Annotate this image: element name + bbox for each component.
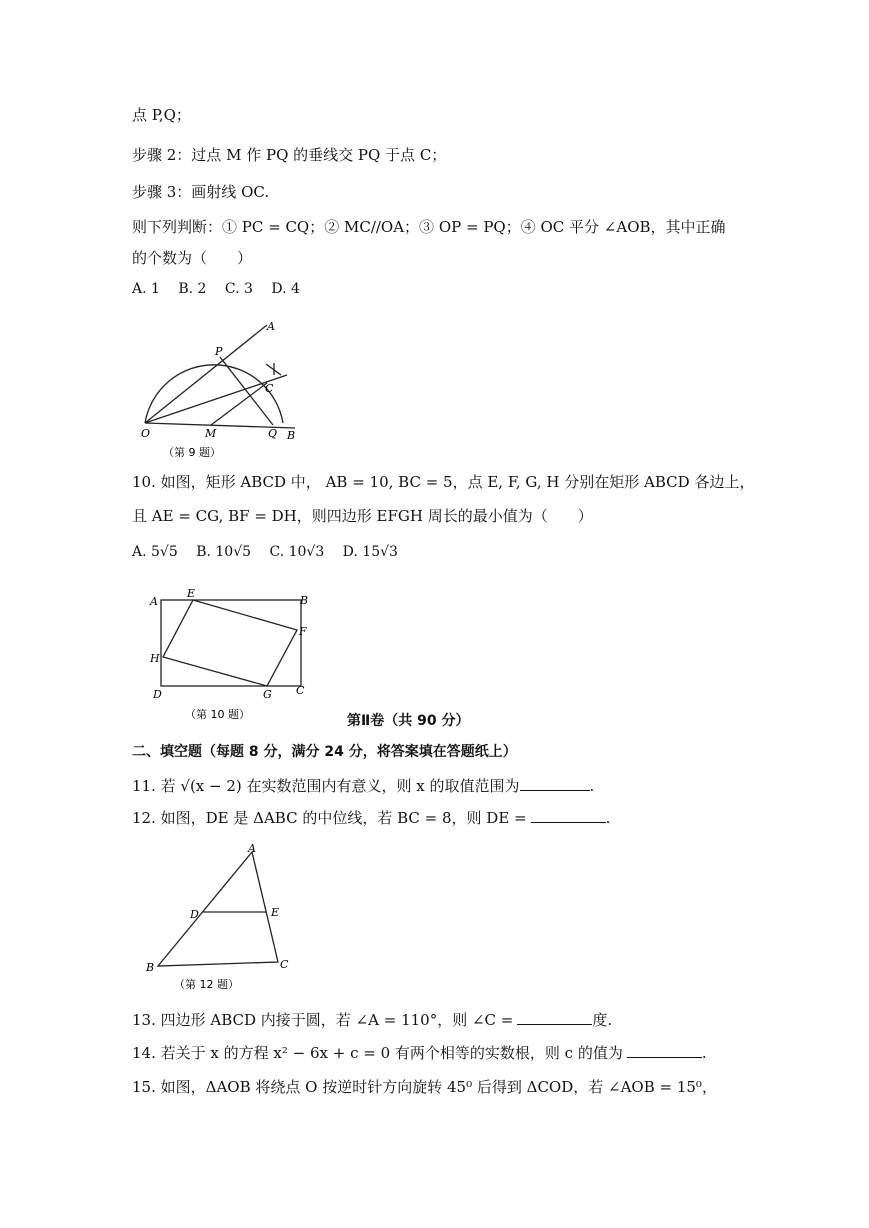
figure-12 — [140, 840, 305, 1000]
q14-text: 14. 若关于 x 的方程 x² − 6x + c = 0 有两个相等的实数根，则 c 的值为 — [132, 1044, 623, 1062]
fig9-label-o: O — [141, 427, 151, 440]
question-11 — [132, 776, 594, 796]
text-line-3: 步骤 3：画射线 OC. — [132, 183, 270, 201]
fig10-label-h: H — [150, 652, 160, 665]
question-14 — [132, 1043, 707, 1063]
fig9-label-c: C — [265, 382, 274, 395]
fig10-label-g: G — [263, 688, 272, 701]
fig9-label-b: B — [287, 429, 296, 442]
fig10-label-d: D — [153, 688, 162, 701]
quadrilateral-efgh — [163, 600, 297, 686]
section-title: 第Ⅱ卷（共 90 分） — [347, 713, 470, 729]
fig10-caption: （第 10 题） — [185, 708, 250, 721]
q14-answer-blank[interactable] — [627, 1043, 702, 1058]
fig10-label-e: E — [187, 587, 196, 600]
q9-options: A. 1 B. 2 C. 3 D. 4 — [132, 281, 300, 297]
rectangle-abcd — [161, 600, 301, 686]
fig12-label-d: D — [190, 908, 199, 921]
fig12-label-c: C — [280, 958, 289, 971]
fig12-label-a: A — [248, 842, 256, 855]
q12-end: . — [605, 809, 611, 827]
text-line-1: 点 P,Q； — [132, 106, 191, 124]
q14-end: . — [701, 1044, 707, 1062]
fig12-label-b: B — [146, 961, 155, 974]
question-12 — [132, 808, 610, 828]
q13-text: 13. 四边形 ABCD 内接于圆，若 ∠A = 110°，则 ∠C = — [132, 1011, 514, 1029]
text-line-5: 的个数为（ ） — [132, 249, 253, 267]
q12-answer-blank[interactable] — [531, 808, 606, 823]
fig12-caption: （第 12 题） — [174, 978, 239, 991]
q10-options: A. 5√5 B. 10√5 C. 10√3 D. 15√3 — [132, 544, 398, 560]
q13-answer-blank[interactable] — [517, 1010, 592, 1025]
semicircle-arc — [145, 365, 283, 423]
figure-9 — [135, 315, 310, 465]
question-15: 15. 如图，ΔAOB 将绕点 O 按逆时针方向旋转 45⁰ 后得到 ΔCOD，若 ∠AOB = 15⁰， — [132, 1078, 717, 1096]
q11-end: . — [589, 777, 595, 795]
figure-10 — [145, 585, 320, 725]
fig9-label-m: M — [205, 427, 217, 440]
fig12-label-e: E — [271, 906, 280, 919]
q11-answer-blank[interactable] — [520, 776, 590, 791]
fig9-label-p: P — [215, 345, 223, 358]
segment-mc — [211, 383, 267, 425]
section-heading: 二、填空题（每题 8 分，满分 24 分，将答案填在答题纸上） — [132, 744, 517, 760]
text-line-2: 步骤 2：过点 M 作 PQ 的垂线交 PQ 于点 C； — [132, 146, 447, 164]
fig10-label-f: F — [299, 625, 307, 638]
text-line-8: 且 AE = CG, BF = DH，则四边形 EFGH 周长的最小值为（ ） — [132, 507, 593, 525]
question-13 — [132, 1010, 612, 1030]
fig10-label-c: C — [296, 684, 305, 697]
triangle-abc — [158, 852, 278, 966]
fig9-caption: （第 9 题） — [163, 446, 221, 459]
text-line-7: 10. 如图，矩形 ABCD 中， AB = 10, BC = 5，点 E, F, G, H 分别在矩形 ABCD 各边上， — [132, 473, 755, 491]
fig9-label-q: Q — [268, 427, 278, 440]
fig10-label-b: B — [300, 594, 309, 607]
fig9-label-a: A — [267, 320, 275, 333]
fig10-label-a: A — [150, 595, 158, 608]
q11-text: 11. 若 √(x − 2) 在实数范围内有意义，则 x 的取值范围为 — [132, 777, 520, 795]
q12-text: 12. 如图，DE 是 ΔABC 的中位线，若 BC = 8，则 DE = — [132, 809, 527, 827]
text-line-4: 则下列判断：① PC = CQ；② MC//OA；③ OP = PQ；④ OC 平分 ∠AOB，其中正确 — [132, 218, 726, 236]
q13-end: 度. — [592, 1011, 613, 1029]
